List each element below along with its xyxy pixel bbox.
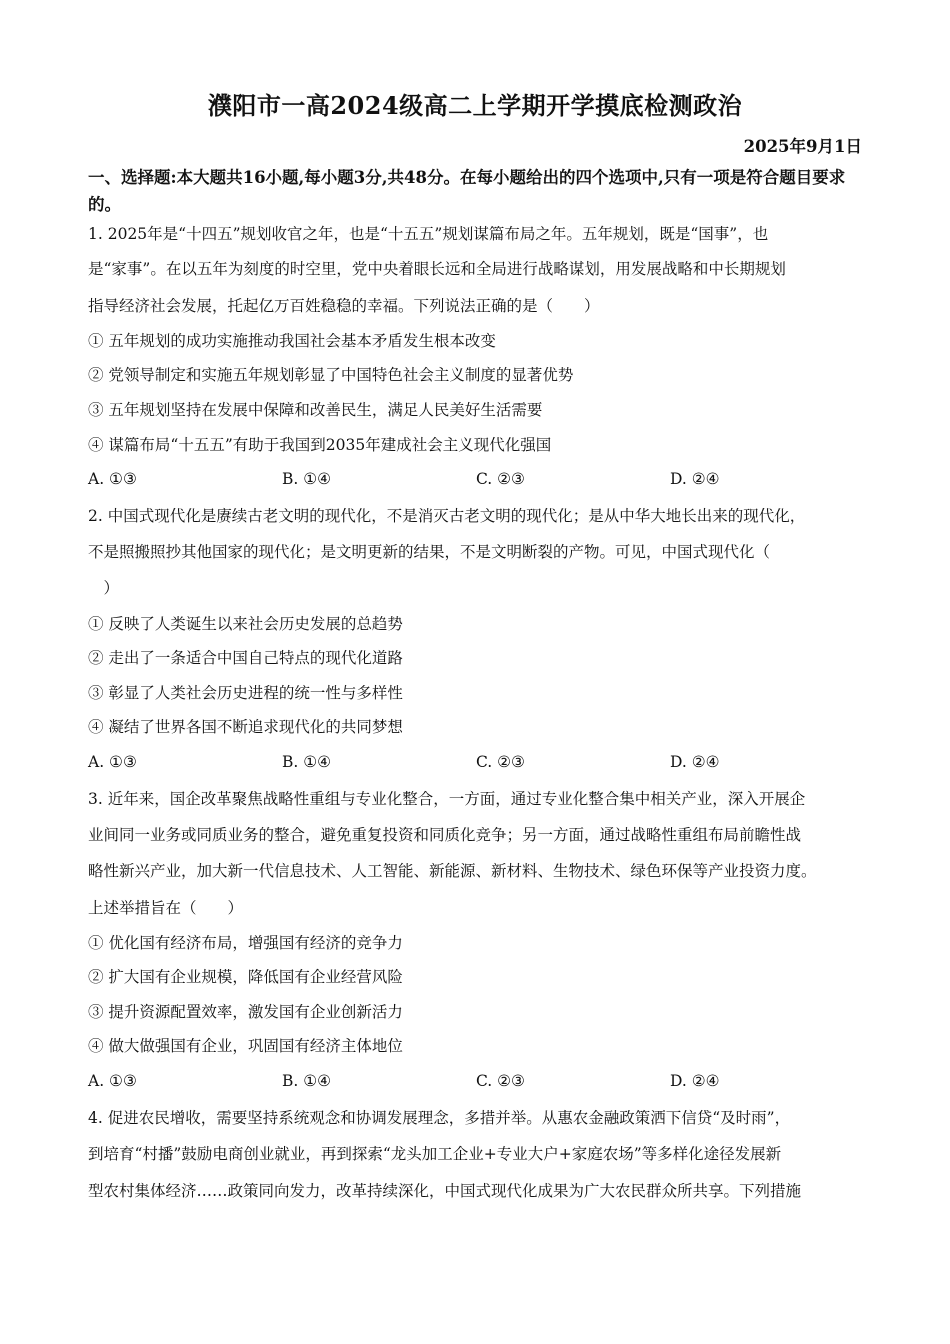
- q2-stem-line: ）: [88, 579, 120, 597]
- q1-statement: ④ 谋篇布局“十五五”有助于我国到2035年建成社会主义现代化强国: [88, 436, 552, 454]
- q4-stem-line: 4. 促进农民增收，需要坚持系统观念和协调发展理念，多措并举。从惠农金融政策洒下信贷“及时雨”，: [88, 1109, 791, 1127]
- page-title: 濮阳市一高2024级高二上学期开学摸底检测政治: [207, 91, 743, 120]
- q2-statement: ① 反映了人类诞生以来社会历史发展的总趋势: [88, 615, 403, 633]
- q3-statement: ③ 提升资源配置效率，激发国有企业创新活力: [88, 1003, 403, 1021]
- q3-stem-line: 略性新兴产业，加大新一代信息技术、人工智能、新能源、新材料、生物技术、绿色环保等产业投资力度。: [88, 862, 817, 880]
- q1-stem-line: 是“家事”。在以五年为刻度的时空里，党中央着眼长远和全局进行战略谋划，用发展战略和中长期规划: [88, 260, 786, 278]
- q2-option-a: A. ①③: [88, 753, 137, 771]
- q2-stem-line: 不是照搬照抄其他国家的现代化；是文明更新的结果，不是文明断裂的产物。可见，中国式现代化（: [88, 543, 771, 561]
- q1-statement: ① 五年规划的成功实施推动我国社会基本矛盾发生根本改变: [88, 332, 496, 350]
- q3-stem-line: 上述举措旨在（ ）: [88, 899, 244, 917]
- q3-stem-line: 3. 近年来，国企改革聚焦战略性重组与专业化整合，一方面，通过专业化整合集中相关产业，深入开展企: [88, 790, 806, 808]
- q2-option-b: B. ①④: [282, 753, 332, 771]
- q2-statement: ④ 凝结了世界各国不断追求现代化的共同梦想: [88, 718, 403, 736]
- q2-option-d: D. ②④: [670, 753, 720, 771]
- q2-stem-line: 2. 中国式现代化是赓续古老文明的现代化，不是消灭古老文明的现代化；是从中华大地长出来的现代化，: [88, 507, 806, 525]
- q2-statement: ③ 彰显了人类社会历史进程的统一性与多样性: [88, 684, 403, 702]
- q3-statement: ② 扩大国有企业规模，降低国有企业经营风险: [88, 968, 403, 986]
- q1-option-b: B. ①④: [282, 470, 332, 488]
- q4-stem-line: 型农村集体经济……政策同向发力，改革持续深化，中国式现代化成果为广大农民群众所共享。下列措施: [88, 1182, 802, 1200]
- q3-option-b: B. ①④: [282, 1072, 332, 1090]
- q3-stem-line: 业间同一业务或同质业务的整合，避免重复投资和同质化竞争；另一方面，通过战略性重组布局前瞻性战: [88, 826, 802, 844]
- exam-date: 2025年9月1日: [743, 137, 862, 156]
- q1-option-a: A. ①③: [88, 470, 137, 488]
- q3-option-d: D. ②④: [670, 1072, 720, 1090]
- q2-statement: ② 走出了一条适合中国自己特点的现代化道路: [88, 649, 403, 667]
- q3-option-c: C. ②③: [476, 1072, 525, 1090]
- q3-option-a: A. ①③: [88, 1072, 137, 1090]
- q1-option-d: D. ②④: [670, 470, 720, 488]
- section-heading: 一、选择题:本大题共16小题,每小题3分,共48分。在每小题给出的四个选项中,只有一项是符合题目要求的。: [88, 168, 846, 214]
- q1-statement: ② 党领导制定和实施五年规划彰显了中国特色社会主义制度的显著优势: [88, 366, 574, 384]
- q1-option-c: C. ②③: [476, 470, 525, 488]
- q1-stem-line: 1. 2025年是“十四五”规划收官之年，也是“十五五”规划谋篇布局之年。五年规划，既是“国事”，也: [88, 225, 769, 243]
- q4-stem-line: 到培育“村播”鼓励电商创业就业，再到探索“龙头加工企业+专业大户+家庭农场”等多样化途径发展新: [88, 1145, 782, 1163]
- q1-statement: ③ 五年规划坚持在发展中保障和改善民生，满足人民美好生活需要: [88, 401, 543, 419]
- q3-statement: ① 优化国有经济布局，增强国有经济的竞争力: [88, 934, 403, 952]
- q1-stem-line: 指导经济社会发展，托起亿万百姓稳稳的幸福。下列说法正确的是（ ）: [88, 297, 600, 315]
- q3-statement: ④ 做大做强国有企业，巩固国有经济主体地位: [88, 1037, 403, 1055]
- q2-option-c: C. ②③: [476, 753, 525, 771]
